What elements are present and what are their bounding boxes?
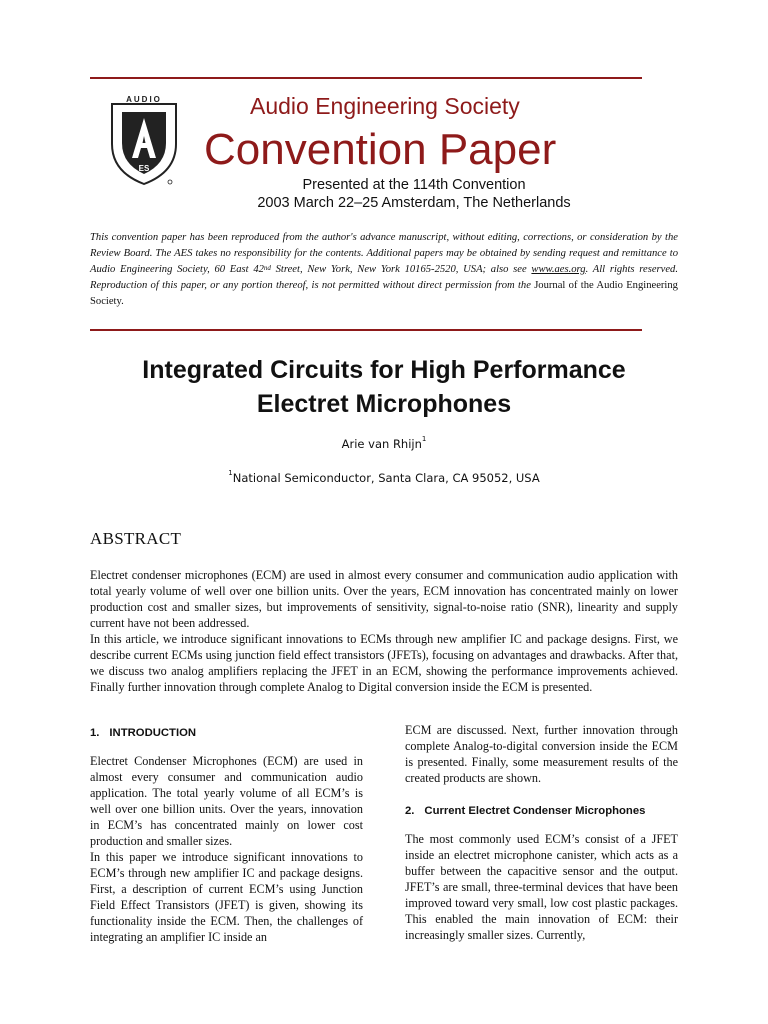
section-1-heading xyxy=(90,725,363,741)
section-2-paragraph-1: The most commonly used ECM’s consist of a JFET inside an electret microphone canister, which acts as a buffer between the capacitive sensor and the output. JFET’s are small, three-terminal devices that have been improved toward very small, low cost plastic packages. This enabled the main innovation of ECM: their increasingly smaller sizes. Currently, xyxy=(405,832,678,942)
aes-website-link[interactable]: www.aes.org xyxy=(531,264,586,275)
disclaimer-text-2: Street, New York, New York 10165-2520, USA; also see xyxy=(270,264,532,275)
section-1-number: 1. xyxy=(90,727,100,739)
paper-title xyxy=(0,353,768,421)
disclaimer-sup: nd xyxy=(263,264,271,272)
left-column xyxy=(90,720,363,945)
section-1-title: INTRODUCTION xyxy=(109,727,197,739)
affiliation xyxy=(0,471,768,485)
right-column xyxy=(405,720,678,943)
affiliation-text: National Semiconductor, Santa Clara, CA 95052, USA xyxy=(232,471,540,485)
author xyxy=(0,437,768,451)
abstract-heading: ABSTRACT xyxy=(90,529,182,548)
presented-line-1: Presented at the 114th Convention xyxy=(302,177,526,193)
svg-text:AUDIO: AUDIO xyxy=(126,96,162,104)
author-sup: 1 xyxy=(421,435,427,443)
abstract-body xyxy=(90,567,678,695)
section-2-title: Current Electret Condenser Microphones xyxy=(424,805,646,817)
author-name: Arie van Rhijn xyxy=(341,437,422,451)
paper-title-line-1: Integrated Circuits for High Performance xyxy=(142,356,626,384)
section-1-continuation: ECM are discussed. Next, further innovation through complete Analog-to-digital conversion inside the ECM is presented. Finally, some measurement results of the created products are shown. xyxy=(405,723,678,785)
section-2-heading xyxy=(405,803,678,819)
convention-paper-title: Convention Paper xyxy=(204,125,557,174)
section-1-paragraph-1: Electret Condenser Microphones (ECM) are used in almost every consumer and communication audio application. The total yearly volume of all ECM’s is well over one billion units. Over the years, innovation in ECM’s has concentrated mainly on lower cost production and smaller sizes. xyxy=(90,754,363,848)
journal-name: Journal of the Audio Engineering Society. xyxy=(90,280,678,307)
aes-logo xyxy=(106,96,182,188)
society-name: Audio Engineering Society xyxy=(250,93,520,119)
svg-text:ES: ES xyxy=(138,164,150,173)
middle-rule xyxy=(90,329,642,331)
paper-title-line-2: Electret Microphones xyxy=(256,390,512,418)
disclaimer-text-1: This convention paper has been reproduced from the author's advance manuscript, without editing, corrections, or consideration by the Review Board. The AES takes no responsibility for the contents. Additional papers may be obtained by sending request and remittance to Audio Engineering Society, 60 East 42 xyxy=(90,232,678,275)
abstract-paragraph-1: Electret condenser microphones (ECM) are used in almost every consumer and communication audio application with total yearly volume of well over one billion units. Over the years, ECM innovation has concentrated mainly on lower production cost and smaller sizes, but improvements of sensitivity, signal-to-noise ratio (SNR), linearity and supply current have not been addressed. xyxy=(90,568,678,630)
section-1-paragraph-2: In this paper we introduce significant innovations to ECM’s through new amplifier IC and package designs. First, a description of current ECM’s using Junction Field Effect Transistors (JFET) is given, showing its functionality inside the ECM. Then, the challenges of integrating an amplifier IC inside an xyxy=(90,850,363,944)
disclaimer-text-3: . All rights reserved. Reproduction of this paper, or any portion thereof, is not permitted without direct permission from the xyxy=(90,264,678,291)
presented-line-2: 2003 March 22–25 Amsterdam, The Netherlands xyxy=(257,195,571,211)
affiliation-sup: 1 xyxy=(228,469,233,477)
section-2-number: 2. xyxy=(405,805,415,817)
top-rule xyxy=(90,77,642,79)
abstract-paragraph-2: In this article, we introduce significant innovations to ECMs through new amplifier IC and package designs. First, we describe current ECMs using junction field effect transistors (JFETs), focusing on advantages and drawbacks. After that, we discuss two analog amplifiers replacing the JFET in an ECM, showing the performance improvements achieved. Finally further innovation through complete Analog to Digital conversion inside the ECM is presented. xyxy=(90,632,678,694)
disclaimer xyxy=(90,230,678,310)
